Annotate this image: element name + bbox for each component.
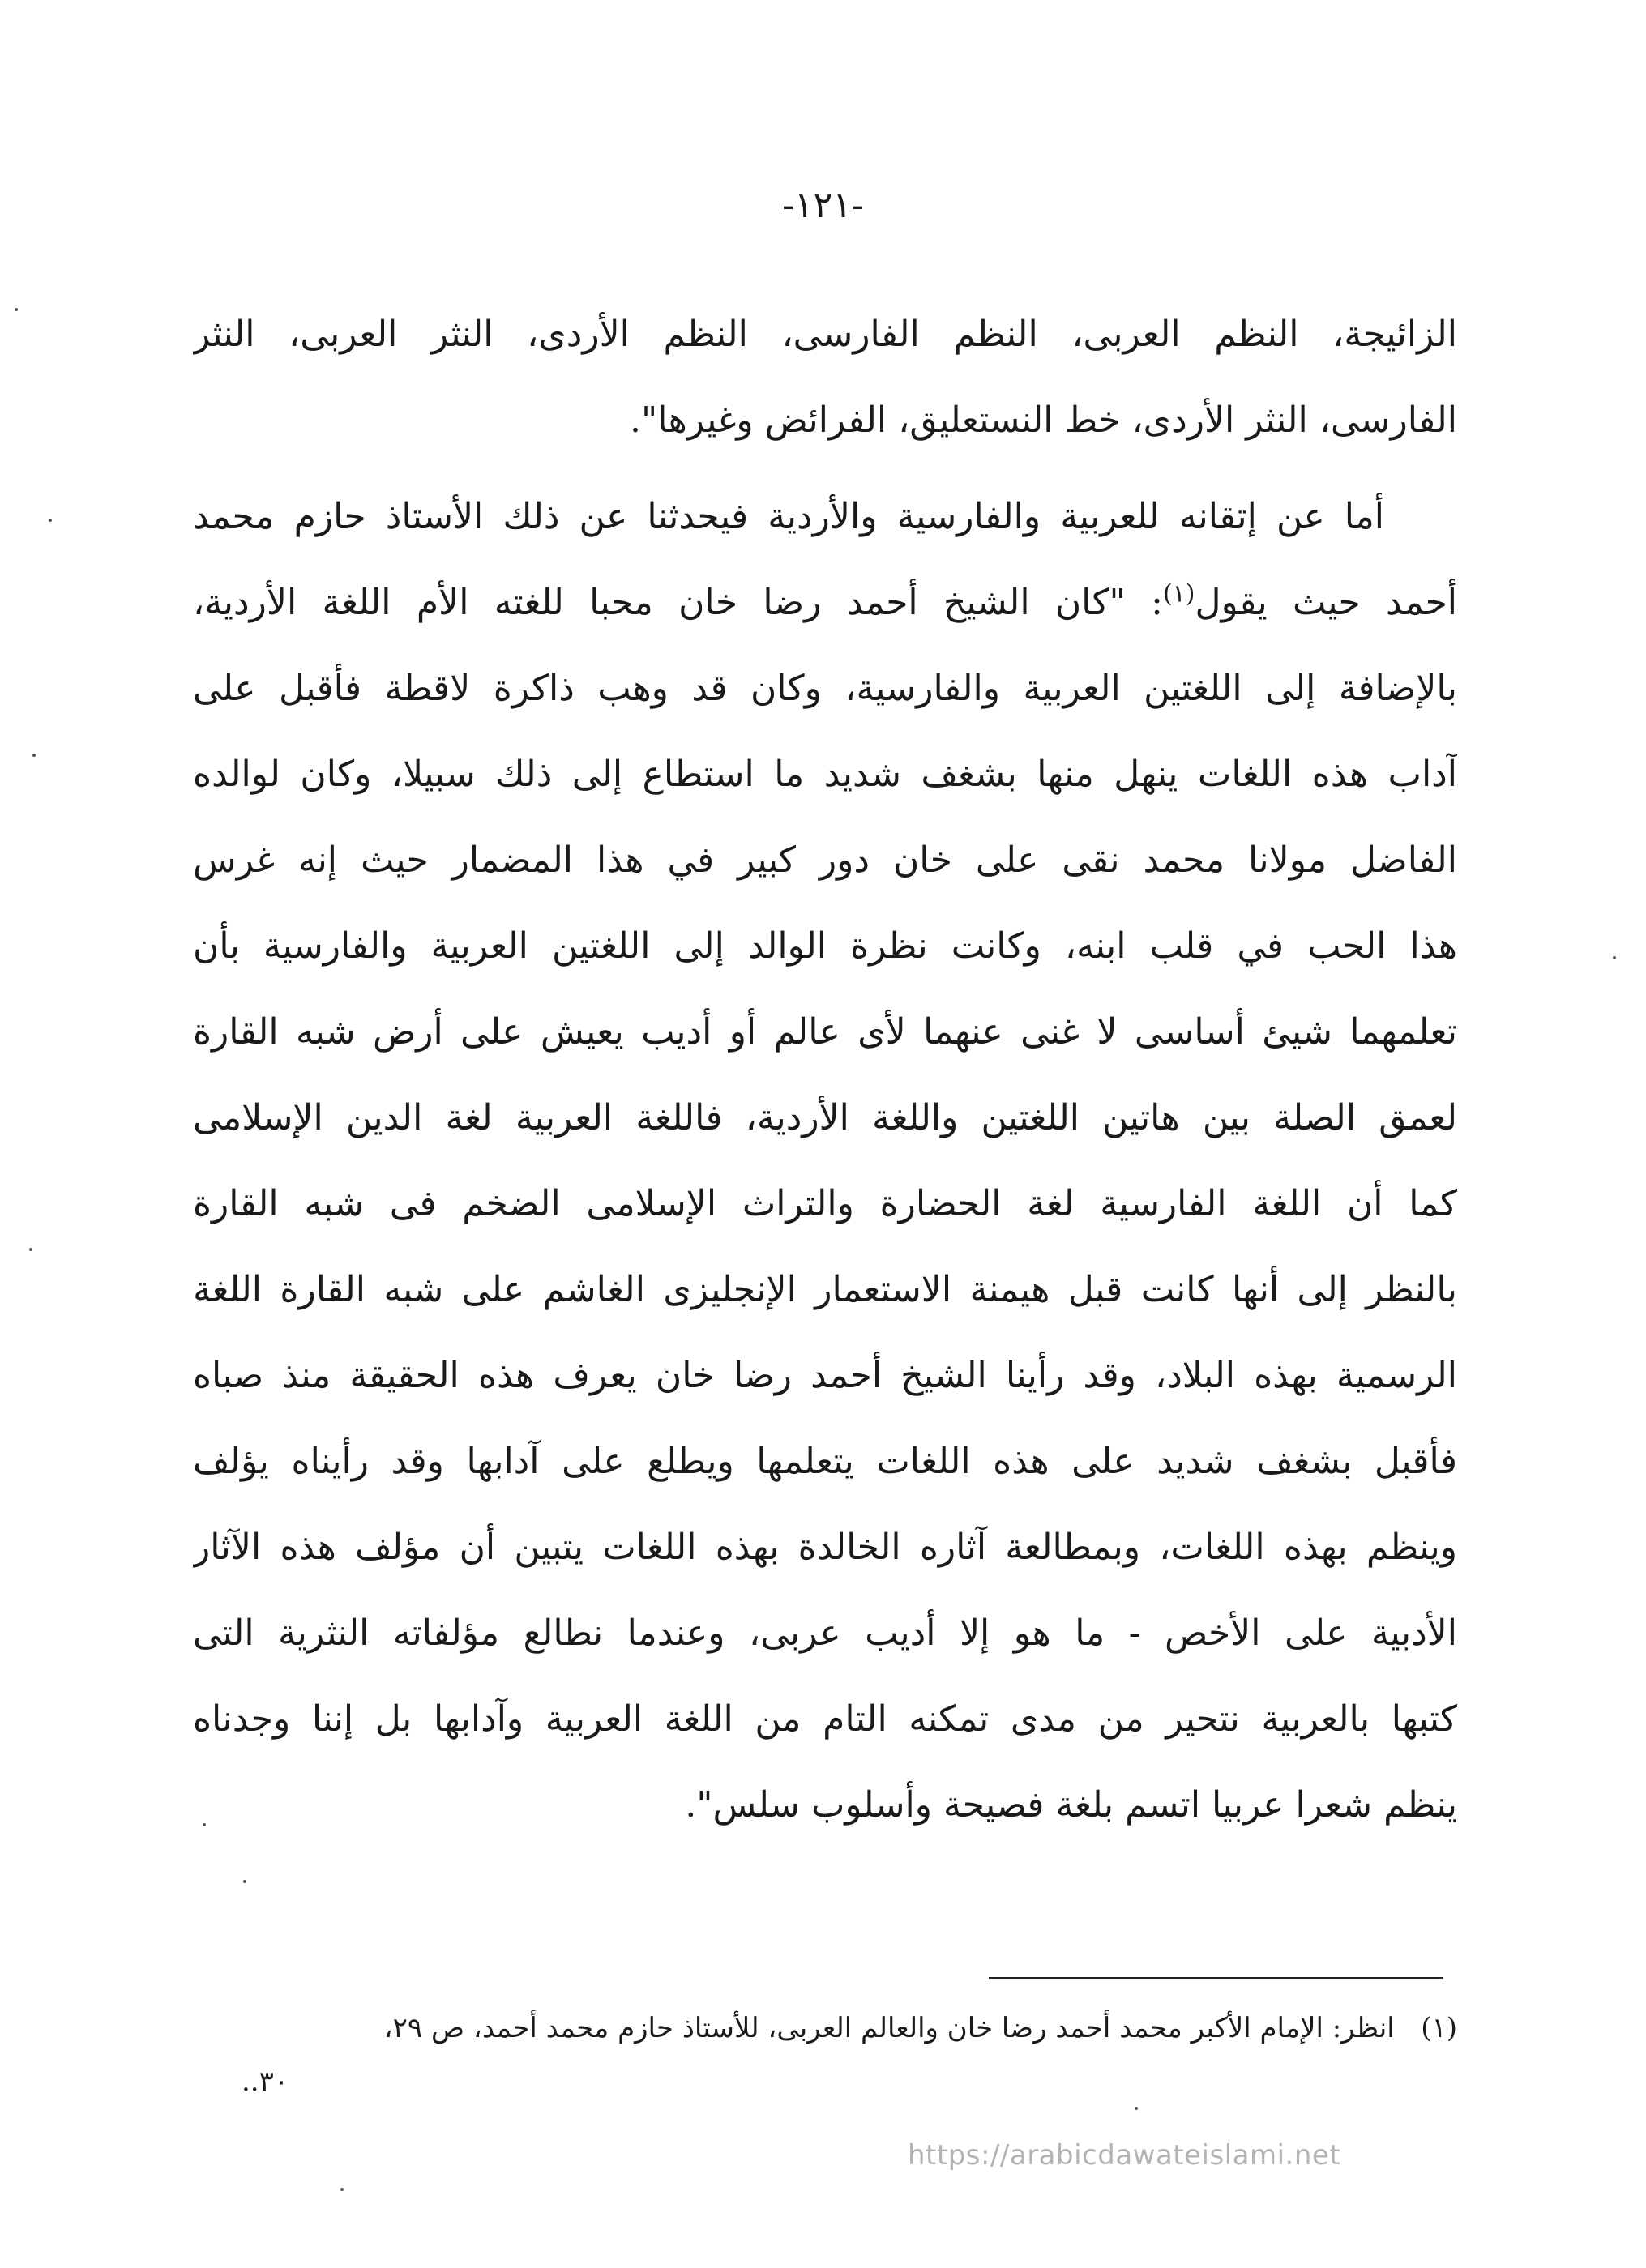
paragraph-1 [193,292,1457,463]
text-line: ينظم شعرا عربيا اتسم بلغة فصيحة وأسلوب سلس". [685,1784,1457,1826]
text-line: الأدبية على الأخص - ما هو إلا أديب عربى، وعندما نطالع مؤلفاته النثرية التى [193,1612,1457,1654]
text-line: بالنظر إلى أنها كانت قبل هيمنة الاستعمار الإنجليزى الغاشم على شبه القارة اللغة [193,1269,1457,1310]
footnote-separator [989,1977,1443,1979]
text-line: كما أن اللغة الفارسية لغة الحضارة والتراث الإسلامى الضخم فى شبه القارة [193,1183,1457,1224]
text-line: الزائيجة، النظم العربى، النظم الفارسى، النظم الأردى، النثر العربى، النثر [193,314,1457,355]
text-line: هذا الحب في قلب ابنه، وكانت نظرة الوالد إلى اللغتين العربية والفارسية بأن [193,925,1457,967]
footnote-line: ٣٠.. [242,2065,289,2098]
footnote-text: انظر: الإمام الأكبر محمد أحمد رضا خان والعالم العربى، للأستاذ حازم محمد أحمد، ص ٢٩، [383,2012,1395,2044]
footnote [193,2001,1457,2108]
text-line-with-reference [193,560,1457,646]
footnote-reference[interactable]: (١) [1162,579,1195,609]
text-line: الفارسى، النثر الأردى، خط النستعليق، الفرائض وغيرها". [629,399,1457,441]
watermark-url: https://arabicdawateislami.net [908,2139,1341,2172]
text-fragment: أحمد حيث يقول [1195,582,1457,623]
scan-speck [29,1248,32,1251]
scan-speck [49,519,52,522]
scan-speck [243,1880,246,1883]
text-line: آداب هذه اللغات ينهل منها بشغف شديد ما استطاع إلى ذلك سبيلا، وكان لوالده [193,754,1457,795]
scan-speck [1613,956,1616,959]
text-line: كتبها بالعربية نتحير من مدى تمكنه التام من اللغة العربية وآدابها بل إننا وجدناه [193,1698,1457,1740]
footnote-line [193,2001,1457,2055]
footnote-marker: (١) [1421,2012,1457,2044]
scan-speck [32,754,36,757]
scan-speck [15,308,18,311]
text-line: أما عن إتقانه للعربية والفارسية والأردية فيحدثنا عن ذلك الأستاذ حازم محمد [193,496,1384,537]
text-line: وينظم بهذه اللغات، وبمطالعة آثاره الخالدة بهذه اللغات يتبين أن مؤلف هذه الآثار [193,1527,1457,1568]
text-line: الرسمية بهذه البلاد، وقد رأينا الشيخ أحمد رضا خان يعرف هذه الحقيقة منذ صباه [193,1355,1457,1396]
text-line: بالإضافة إلى اللغتين العربية والفارسية، وكان قد وهب ذاكرة لاقطة فأقبل على [193,668,1457,709]
text-fragment: : "كان الشيخ أحمد رضا خان محبا للغته الأم اللغة الأردية، [193,582,1163,623]
text-line: لعمق الصلة بين هاتين اللغتين واللغة الأردية، فاللغة العربية لغة الدين الإسلامى [193,1097,1457,1138]
page-number: -١٢١- [782,185,864,226]
scan-speck [340,2188,344,2191]
text-line: فأقبل بشغف شديد على هذه اللغات يتعلمها ويطلع على آدابها وقد رأيناه يؤلف [193,1441,1457,1482]
text-line: تعلمهما شيئ أساسى لا غنى عنهما لأى عالم أو أديب يعيش على أرض شبه القارة [193,1011,1457,1053]
scan-speck [1135,2107,1138,2110]
scan-speck [203,1823,206,1826]
text-line: الفاضل مولانا محمد نقى على خان دور كبير في هذا المضمار حيث إنه غرس [193,839,1457,881]
paragraph-2 [193,474,1457,1848]
